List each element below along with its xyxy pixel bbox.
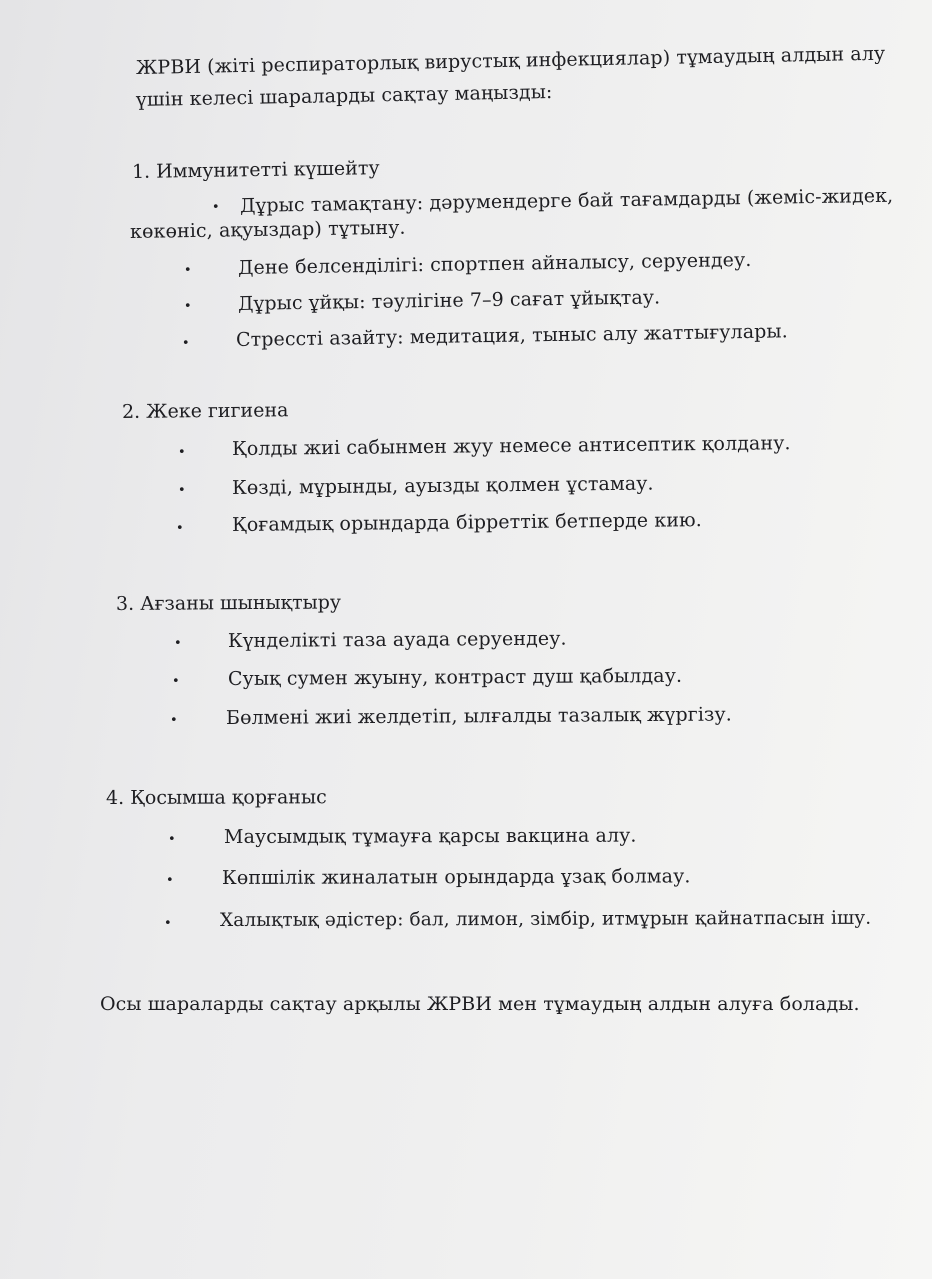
section-1-item-4: Стрессті азайту: медитация, тыныс алу жаттығулары. (235, 320, 788, 351)
section-4-item-2: Көпшілік жиналатын орындарда ұзақ болмау. (221, 865, 691, 889)
conclusion-text: Осы шараларды сақтау арқылы ЖРВИ мен тұмаудың алдын алуға болады. (100, 993, 860, 1015)
section-2-item-2: Көзді, мұрынды, ауызды қолмен ұстамау. (231, 472, 654, 499)
section-3-item-3: Бөлмені жиі желдетіп, ылғалды тазалық жүргізу. (225, 703, 732, 729)
bullet-icon: • (173, 635, 182, 651)
section-4-item-1: Маусымдық тұмауға қарсы вакцина алу. (223, 824, 637, 848)
section-1-item-1-line-2: көкөніс, ақуыздар) тұтыну. (129, 216, 406, 243)
section-2-heading: 2. Жеке гигиена (121, 399, 289, 423)
intro-line-1: ЖРВИ (жіті респираторлық вирустық инфекциялар) тұмаудың алдын алу (135, 42, 886, 79)
section-4-item-3: Халықтық әдістер: бал, лимон, зімбір, итмұрын қайнатпасын ішу. (219, 907, 872, 931)
bullet-icon: • (211, 199, 220, 215)
intro-line-2: үшін келесі шараларды сақтау маңызды: (135, 81, 553, 111)
bullet-icon: • (163, 915, 172, 931)
bullet-icon: • (181, 335, 190, 351)
bullet-icon: • (183, 298, 192, 314)
bullet-icon: • (177, 444, 186, 460)
section-3-heading: 3. Ағзаны шынықтыру (115, 591, 342, 615)
bullet-icon: • (169, 712, 178, 728)
section-1-item-2: Дене белсенділігі: спортпен айналысу, серуендеу. (237, 248, 752, 279)
section-4-heading: 4. Қосымша қорғаныс (105, 786, 327, 809)
bullet-icon: • (171, 673, 180, 689)
bullet-icon: • (165, 872, 174, 888)
bullet-icon: • (183, 262, 192, 278)
section-1-item-3: Дұрыс ұйқы: тәулігіне 7–9 сағат ұйықтау. (237, 286, 661, 315)
bullet-icon: • (167, 831, 176, 847)
bullet-icon: • (177, 482, 186, 498)
section-3-item-1: Күнделікті таза ауада серуендеу. (227, 627, 567, 652)
section-1-heading: 1. Иммунитетті күшейту (131, 157, 380, 183)
section-3-item-2: Суық сумен жуыну, контраст душ қабылдау. (227, 664, 683, 690)
section-2-item-1: Қолды жиі сабынмен жуу немесе антисептик қолдану. (231, 432, 791, 460)
section-1-item-1-line-1: Дұрыс тамақтану: дәрумендерге бай тағамдарды (жеміс-жидек, (239, 184, 894, 217)
bullet-icon: • (175, 520, 184, 536)
section-2-item-3: Қоғамдық орындарда бірреттік бетперде кию. (231, 509, 702, 536)
